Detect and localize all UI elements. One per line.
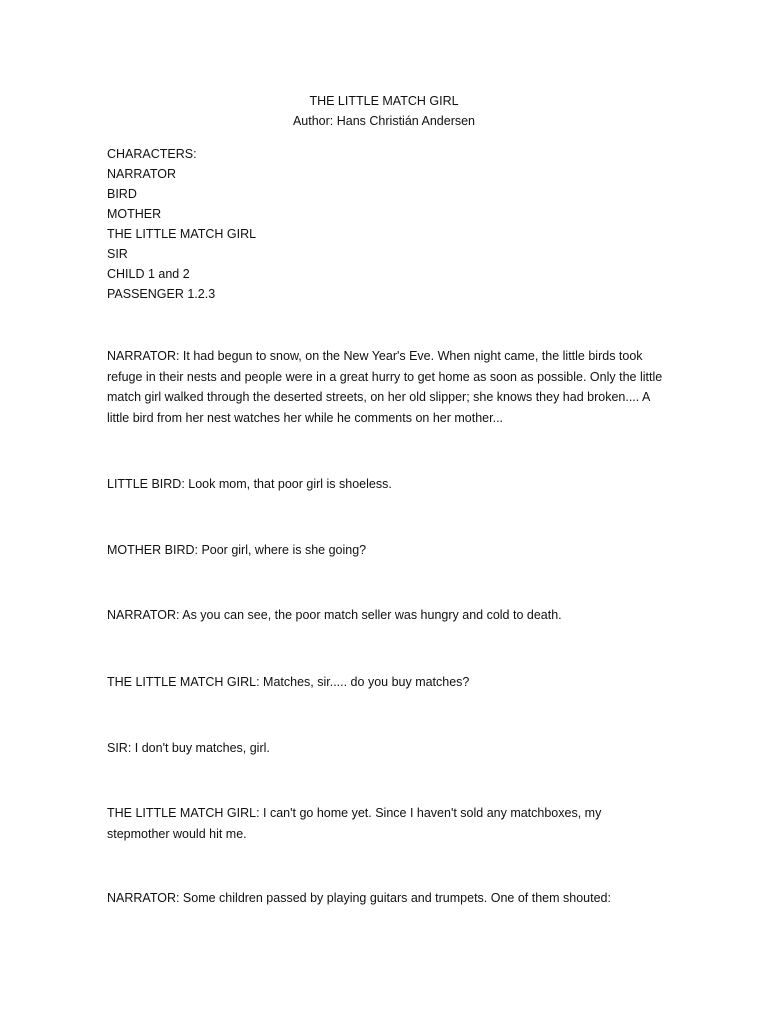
dialogue-paragraph: NARRATOR: As you can see, the poor match seller was hungry and cold to death.: [107, 608, 562, 622]
dialogue-paragraph: THE LITTLE MATCH GIRL: Matches, sir..... do you buy matches?: [107, 675, 470, 689]
document-title: THE LITTLE MATCH GIRL: [309, 94, 459, 108]
character-item: THE LITTLE MATCH GIRL: [107, 227, 257, 241]
character-item: BIRD: [107, 187, 137, 201]
dialogue-paragraph: THE LITTLE MATCH GIRL: I can't go home yet. Since I haven't sold any matchboxes, my stepmother would hit me.: [107, 806, 602, 841]
characters-list: [107, 144, 256, 304]
character-item: NARRATOR: [107, 167, 176, 181]
document-author: Author: Hans Christián Andersen: [292, 114, 476, 128]
dialogue-paragraph: NARRATOR: It had begun to snow, on the New Year's Eve. When night came, the little birds took refuge in their nests and people were in a great hurry to get home as soon as possible. Only the little match girl walked through the deserted streets, on her old slipper; she knows they had broken.... A little bird from her nest watches her while he comments on her mother...: [107, 349, 663, 425]
character-item: MOTHER: [107, 207, 162, 221]
character-item: SIR: [107, 247, 128, 261]
characters-heading: CHARACTERS:: [107, 147, 197, 161]
character-item: PASSENGER 1.2.3: [107, 287, 216, 301]
title-block: [0, 91, 768, 131]
dialogue-paragraph: NARRATOR: Some children passed by playing guitars and trumpets. One of them shouted:: [107, 891, 611, 905]
dialogue-paragraph: SIR: I don't buy matches, girl.: [107, 741, 270, 755]
character-item: CHILD 1 and 2: [107, 267, 190, 281]
dialogue-paragraph: LITTLE BIRD: Look mom, that poor girl is shoeless.: [107, 477, 392, 491]
dialogue-paragraph: MOTHER BIRD: Poor girl, where is she going?: [107, 543, 367, 557]
